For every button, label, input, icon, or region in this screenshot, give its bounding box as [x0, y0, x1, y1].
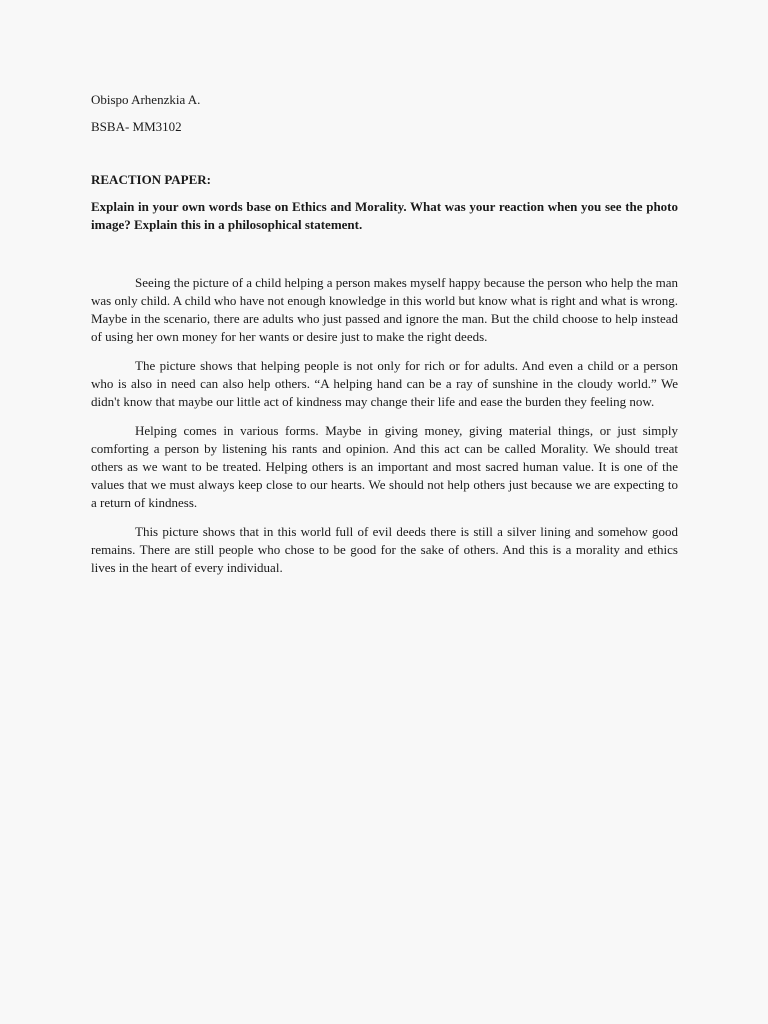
essay-prompt: Explain in your own words base on Ethics and Morality. What was your reaction when you see the photo image? Explain this in a philosophical statement.: [91, 199, 678, 232]
document-content: [91, 91, 678, 588]
paragraph-3: Helping comes in various forms. Maybe in giving money, giving material things, or just simply comforting a person by listening his rants and opinion. And this act can be called Morality. We should treat others as we want to be treated. Helping others is an important and most sacred human value. It is one of the values that we must always keep close to our hearts. We should not help others just because we are expecting to a return of kindness.: [91, 423, 678, 510]
course-code: BSBA- MM3102: [91, 119, 182, 134]
paragraph-2: The picture shows that helping people is not only for rich or for adults. And even a child or a person who is also in need can also help others. “A helping hand can be a ray of sunshine in the cloudy world.” We didn't know that maybe our little act of kindness may change their life and ease the burden they feeling now.: [91, 358, 678, 409]
paragraph-1: Seeing the picture of a child helping a person makes myself happy because the person who help the man was only child. A child who have not enough knowledge in this world but know what is right and what is wrong. Maybe in the scenario, there are adults who just passed and ignore the man. But the child choose to help instead of using her own money for her wants or desire just to make the right deeds.: [91, 275, 678, 344]
document-title: REACTION PAPER:: [91, 172, 212, 187]
author-name: Obispo Arhenzkia A.: [91, 92, 201, 107]
paragraph-4: This picture shows that in this world full of evil deeds there is still a silver lining and somehow good remains. There are still people who chose to be good for the sake of others. And this is a morality and ethics lives in the heart of every individual.: [91, 524, 678, 575]
